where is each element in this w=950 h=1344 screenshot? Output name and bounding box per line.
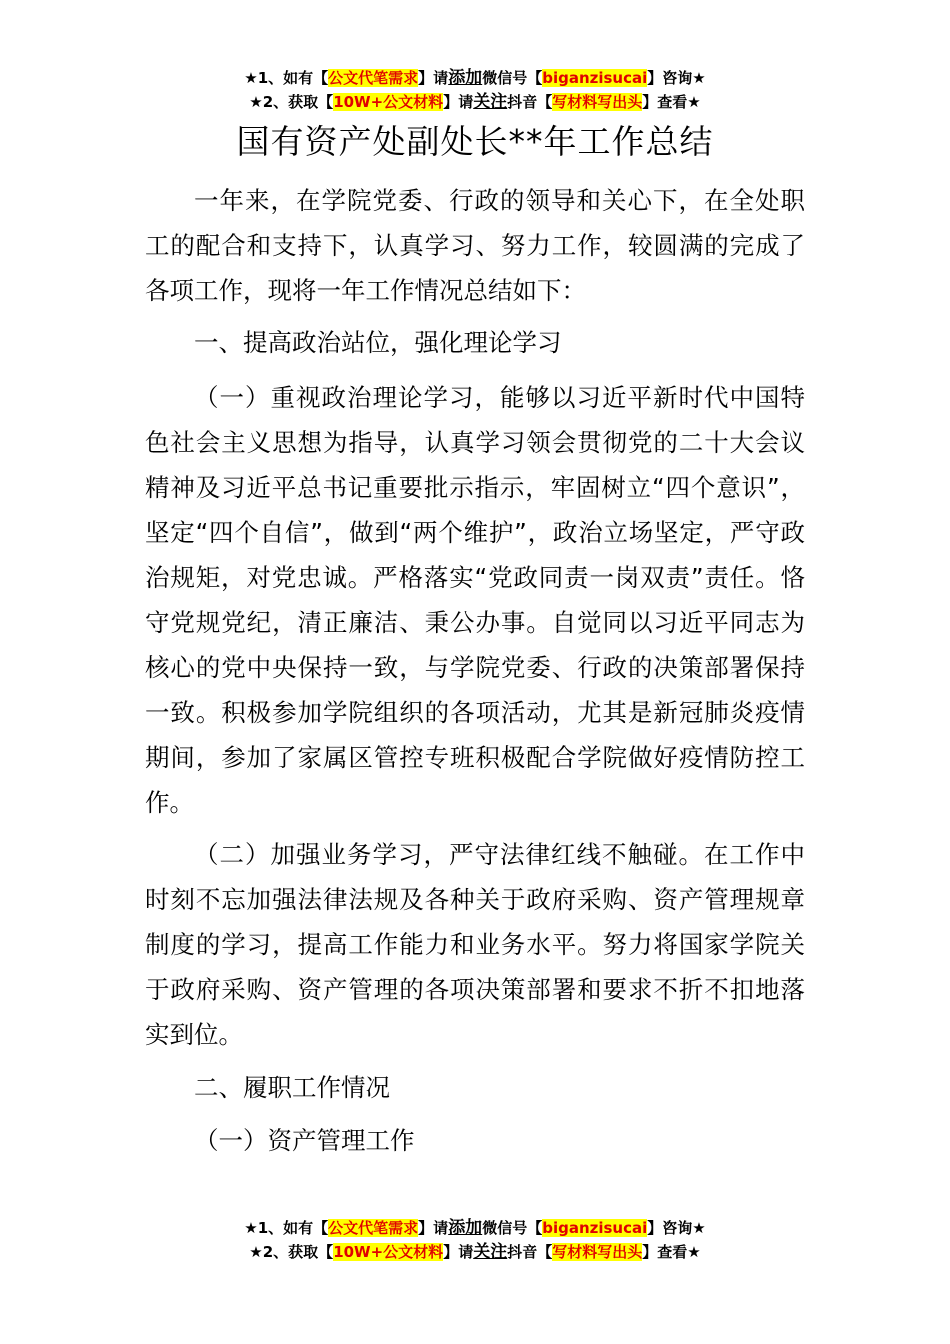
banner-text: 】请 (443, 1243, 474, 1261)
banner-highlight: 公文代笔需求 (328, 1219, 419, 1237)
paragraph-intro: 一年来，在学院党委、行政的领导和关心下，在全处职工的配合和支持下，认真学习、努力工作，较圆满的完成了各项工作，现将一年工作情况总结如下： (145, 186, 805, 305)
banner-highlight: biganzisucai (542, 69, 648, 87)
banner-text: ★1、如有【 (244, 69, 329, 87)
banner-text: 】查看★ (642, 93, 701, 111)
banner-text: 微信号【 (482, 69, 543, 87)
banner-highlight: 写材料写出头 (552, 1243, 643, 1261)
banner-line-2 (0, 1240, 950, 1264)
banner-highlight: 公文代笔需求 (328, 69, 419, 87)
section-heading-1: 一、提高政治站位，强化理论学习 (194, 328, 562, 357)
top-promo-banner (0, 66, 950, 114)
banner-text: 】咨询★ (647, 1219, 706, 1237)
banner-line-1 (0, 66, 950, 90)
section-heading-2: 二、履职工作情况 (194, 1073, 390, 1102)
banner-line-1 (0, 1216, 950, 1240)
banner-underline: 关注 (473, 1242, 508, 1262)
document-title: 国有资产处副处长**年工作总结 (236, 122, 714, 161)
banner-underline: 关注 (473, 92, 508, 112)
banner-underline: 添加 (448, 68, 483, 88)
banner-highlight: 写材料写出头 (552, 93, 643, 111)
banner-text: 抖音【 (507, 93, 553, 111)
banner-highlight: 10W+公文材料 (333, 1243, 444, 1261)
banner-text: 】请 (418, 1219, 449, 1237)
banner-line-2 (0, 90, 950, 114)
banner-text: 】咨询★ (647, 69, 706, 87)
banner-text: 】查看★ (642, 1243, 701, 1261)
subsection-heading-asset-management: （一）资产管理工作 (194, 1126, 415, 1155)
banner-text: 】请 (443, 93, 474, 111)
banner-text: ★2、获取【 (249, 1243, 334, 1261)
banner-text: ★2、获取【 (249, 93, 334, 111)
paragraph-political-study: （一）重视政治理论学习，能够以习近平新时代中国特色社会主义思想为指导，认真学习领会贯彻党的二十大会议精神及习近平总书记重要批示指示，牢固树立“四个意识”，坚定“四个自信”，做到“两个维护”，政治立场坚定，严守政治规矩，对党忠诚。严格落实“党政同责一岗双责”责任。恪守党规党纪，清正廉洁、秉公办事。自觉同以习近平同志为核心的党中央保持一致，与学院党委、行政的决策部署保持一致。积极参加学院组织的各项活动，尤其是新冠肺炎疫情期间，参加了家属区管控专班积极配合学院做好疫情防控工作。 (145, 383, 805, 817)
banner-highlight: 10W+公文材料 (333, 93, 444, 111)
paragraph-business-study: （二）加强业务学习，严守法律红线不触碰。在工作中时刻不忘加强法律法规及各种关于政府采购、资产管理规章制度的学习，提高工作能力和业务水平。努力将国家学院关于政府采购、资产管理的各项决策部署和要求不折不扣地落实到位。 (145, 840, 805, 1049)
banner-text: 】请 (418, 69, 449, 87)
banner-highlight: biganzisucai (542, 1219, 648, 1237)
banner-text: 微信号【 (482, 1219, 543, 1237)
bottom-promo-banner (0, 1216, 950, 1264)
banner-text: ★1、如有【 (244, 1219, 329, 1237)
banner-underline: 添加 (448, 1218, 483, 1238)
banner-text: 抖音【 (507, 1243, 553, 1261)
